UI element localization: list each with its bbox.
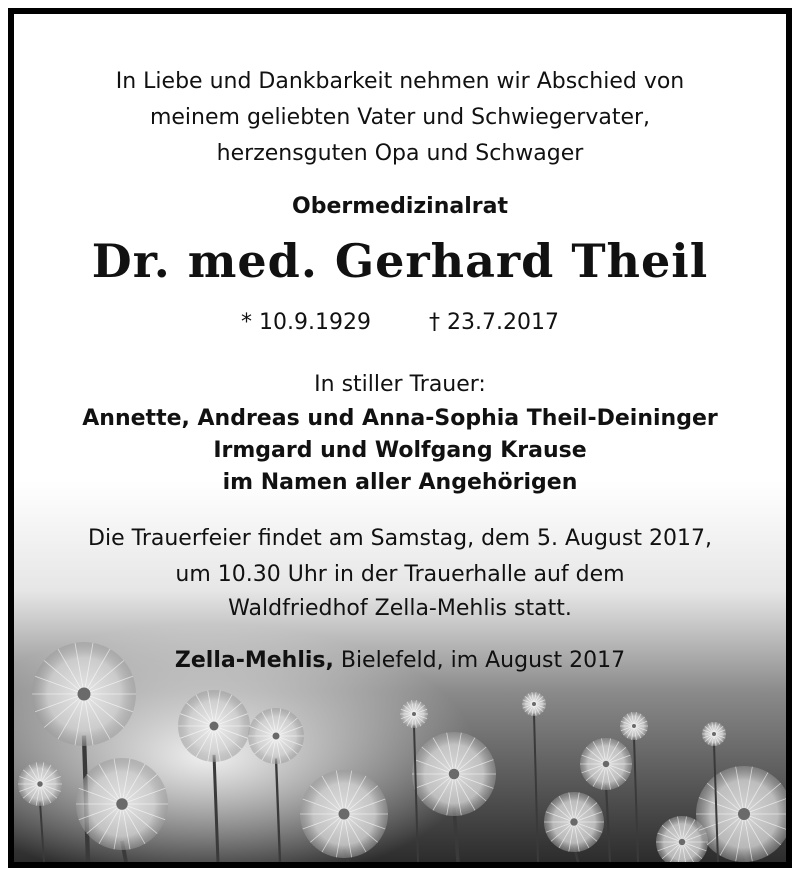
- service-line-2: um 10.30 Uhr in der Trauerhalle auf dem: [175, 562, 625, 587]
- service-line-1: Die Trauerfeier findet am Samstag, dem 5. August 2017,: [88, 526, 712, 551]
- rank-title: Obermedizinalrat: [292, 194, 508, 219]
- birth-date: * 10.9.1929: [241, 310, 371, 335]
- death-date: † 23.7.2017: [429, 310, 559, 335]
- mourner-line-1: Annette, Andreas und Anna-Sophia Theil-Deininger: [82, 406, 718, 431]
- mourner-line-2: Irmgard und Wolfgang Krause: [213, 438, 587, 463]
- obituary-text: [14, 14, 786, 862]
- life-dates: [14, 310, 786, 335]
- intro-line-3: herzensguten Opa und Schwager: [216, 141, 584, 166]
- intro-line-2: meinem geliebten Vater und Schwiegervater,: [149, 105, 651, 130]
- service-line-3: Waldfriedhof Zella-Mehlis statt.: [228, 596, 572, 621]
- mourner-line-3: im Namen aller Angehörigen: [222, 470, 578, 495]
- place-date: [14, 648, 786, 673]
- place-secondary: Bielefeld, im August 2017: [333, 648, 626, 673]
- obituary-frame: [8, 8, 792, 868]
- place-primary: Zella-Mehlis,: [174, 648, 334, 673]
- intro-line-1: In Liebe und Dankbarkeit nehmen wir Abschied von: [115, 69, 685, 94]
- deceased-name: Dr. med. Gerhard Theil: [91, 234, 709, 288]
- mourning-label: In stiller Trauer:: [314, 372, 486, 397]
